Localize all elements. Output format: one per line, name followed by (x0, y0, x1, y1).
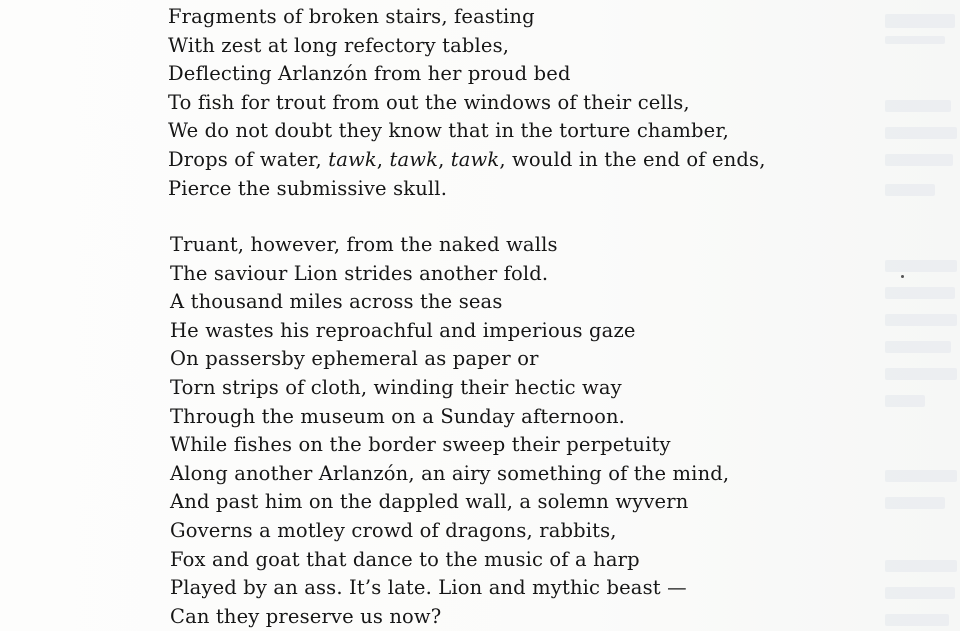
italic-word: tawk (450, 147, 500, 171)
poem-line: With zest at long refectory tables, (168, 33, 510, 57)
poem-line: We do not doubt they know that in the torture chamber, (168, 119, 730, 143)
line-text: , (376, 147, 390, 171)
poem-line-italic-tawk (168, 146, 766, 175)
facing-page-bleed-through (885, 0, 960, 631)
poem-line: The saviour Lion strides another fold. (170, 261, 549, 285)
poem-line: Torn strips of cloth, winding their hectic way (170, 375, 622, 399)
poem-line: Through the museum on a Sunday afternoon. (170, 404, 626, 428)
poem-line: Fragments of broken stairs, feasting (168, 5, 535, 28)
poem-line: Pierce the submissive skull. (168, 176, 448, 200)
poem-line: Played by an ass. It’s late. Lion and mythic beast — (170, 576, 687, 600)
poem-line: Along another Arlanzón, an airy something of the mind, (170, 461, 730, 485)
line-text: , (438, 147, 451, 171)
line-text: , would in the end of ends, (499, 147, 766, 171)
stanza-1 (168, 3, 766, 203)
poem-line: To fish for trout from out the windows of their cells, (168, 90, 690, 114)
poem-line: Governs a motley crowd of dragons, rabbits, (170, 518, 617, 542)
poem-line: Can they preserve us now? (170, 604, 442, 628)
poem-line: While fishes on the border sweep their perpetuity (170, 433, 671, 457)
poem-line: He wastes his reproachful and imperious gaze (170, 318, 636, 342)
poem-line: On passersby ephemeral as paper or (170, 347, 539, 371)
line-text: Drops of water, (168, 147, 329, 171)
poem-line: Fox and goat that dance to the music of a harp (170, 547, 640, 571)
italic-word: tawk (328, 147, 377, 171)
poem-line: Truant, however, from the naked walls (170, 233, 558, 256)
ink-speck (901, 275, 904, 278)
italic-word: tawk (389, 147, 439, 171)
poem-line: Deflecting Arlanzón from her proud bed (168, 62, 571, 86)
poem-line: And past him on the dappled wall, a solemn wyvern (170, 490, 689, 514)
poem-line: A thousand miles across the seas (170, 290, 503, 314)
stanza-2 (170, 231, 729, 631)
